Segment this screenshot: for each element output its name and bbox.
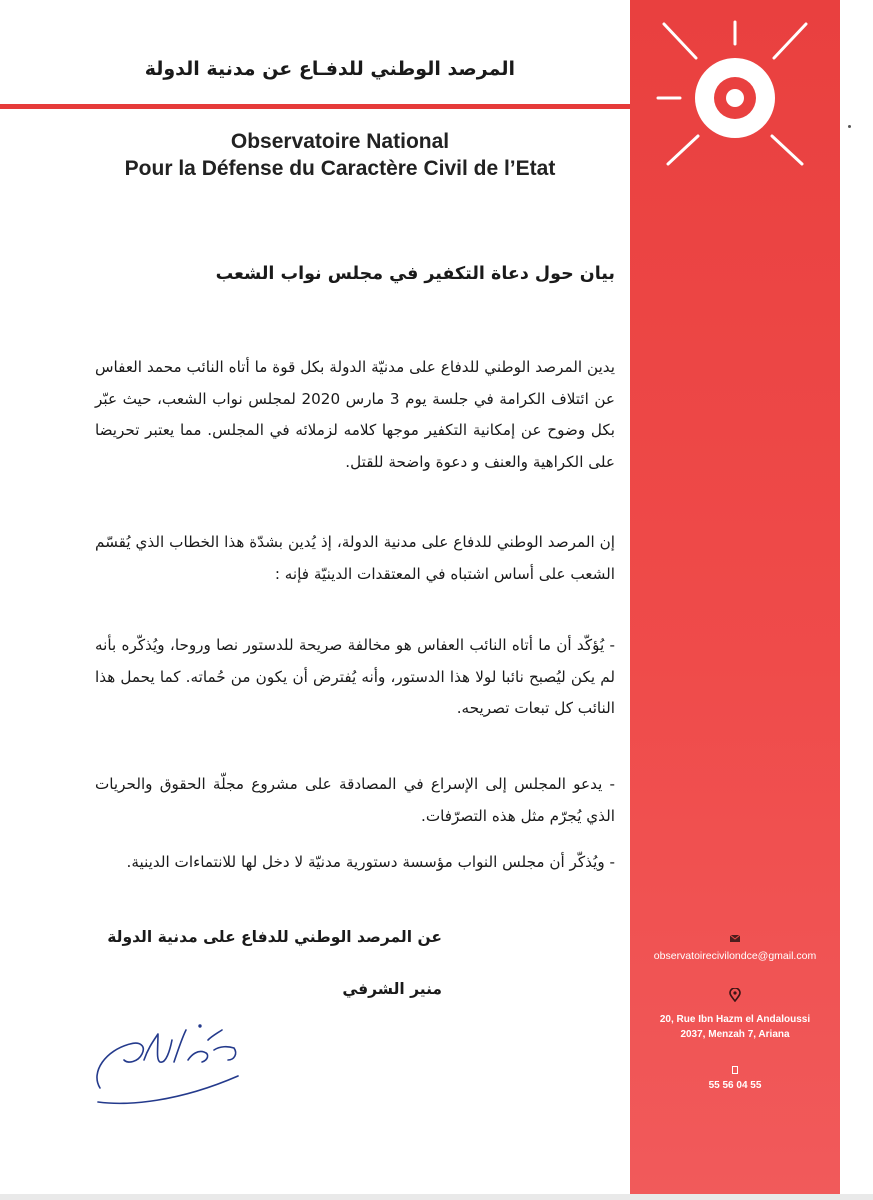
address-line1: 20, Rue Ibn Hazm el Andaloussi <box>659 1014 811 1025</box>
header-arabic-title: المرصد الوطني للدفـاع عن مدنية الدولة <box>144 58 515 80</box>
contact-email-block <box>632 935 838 962</box>
phone-icon <box>732 1066 738 1074</box>
stray-dot <box>848 125 851 128</box>
sun-logo-icon <box>650 14 820 184</box>
signature-organization: عن المرصد الوطني للدفاع على مدنية الدولة <box>107 928 442 946</box>
statement-title: بيان حول دعاة التكفير في مجلس نواب الشعب <box>215 264 615 284</box>
handwritten-signature <box>88 1010 258 1115</box>
list-item-civil-institution: - ويُذكّر أن مجلس النواب مؤسسة دستورية مدنيّة لا دخل لها للانتماءات الدينية. <box>126 853 615 871</box>
paragraph-observatory-position: إن المرصد الوطني للدفاع على مدنية الدولة، إذ يُدين بشدّة هذا الخطاب الذي يُقسّم الشعب على أساس اشتباه في المعتقدات الدينيّة فإنه : <box>95 533 615 583</box>
header-divider <box>0 104 632 109</box>
address-line2: 2037, Menzah 7, Ariana <box>680 1029 790 1040</box>
contact-email[interactable]: observatoirecivilondce@gmail.com <box>653 950 817 962</box>
list-item-constitution: - يُؤكّد أن ما أتاه النائب العفاس هو مخالفة صريحة للدستور نصا وروحا، ويُذكّره بأنه لم يكن ليُصبح نائبا لولا هذا الدستور، وأنه يُفترض أن يكون من حُماته. كما يحمل هذا النائب كل تبعات تصريحه. <box>95 636 615 717</box>
page-bottom-edge <box>0 1194 873 1200</box>
paragraph-condemnation: يدين المرصد الوطني للدفاع على مدنيّة الدولة بكل قوة ما أتاه النائب محمد العفاس عن ائتلاف الكرامة في جلسة يوم 3 مارس 2020 لمجلس نواب الشعب، حيث عبّر بكل وضوح عن إمكانية التكفير موجها كلامه لزملائه في المجلس. مما يعتبر تحريضا على الكراهية والعنف و دعوة واضحة للقتل. <box>95 358 615 471</box>
french-title-line1: Observatoire National <box>230 130 450 153</box>
mail-icon <box>730 935 740 942</box>
list-item-rights-code: - يدعو المجلس إلى الإسراع في المصادقة على مشروع مجلّة الحقوق والحريات الذي يُجرّم مثل هذه التصرّفات. <box>95 775 615 825</box>
contact-address-block <box>632 988 838 1042</box>
french-title-line2: Pour la Défense du Caractère Civil de l’Etat <box>124 157 556 180</box>
location-pin-icon <box>729 988 741 1002</box>
contact-phone-block <box>632 1066 838 1091</box>
contact-phone: 55 56 04 55 <box>708 1080 762 1091</box>
signatory-name: منير الشرفي <box>342 980 442 998</box>
header-french-title <box>60 128 620 182</box>
